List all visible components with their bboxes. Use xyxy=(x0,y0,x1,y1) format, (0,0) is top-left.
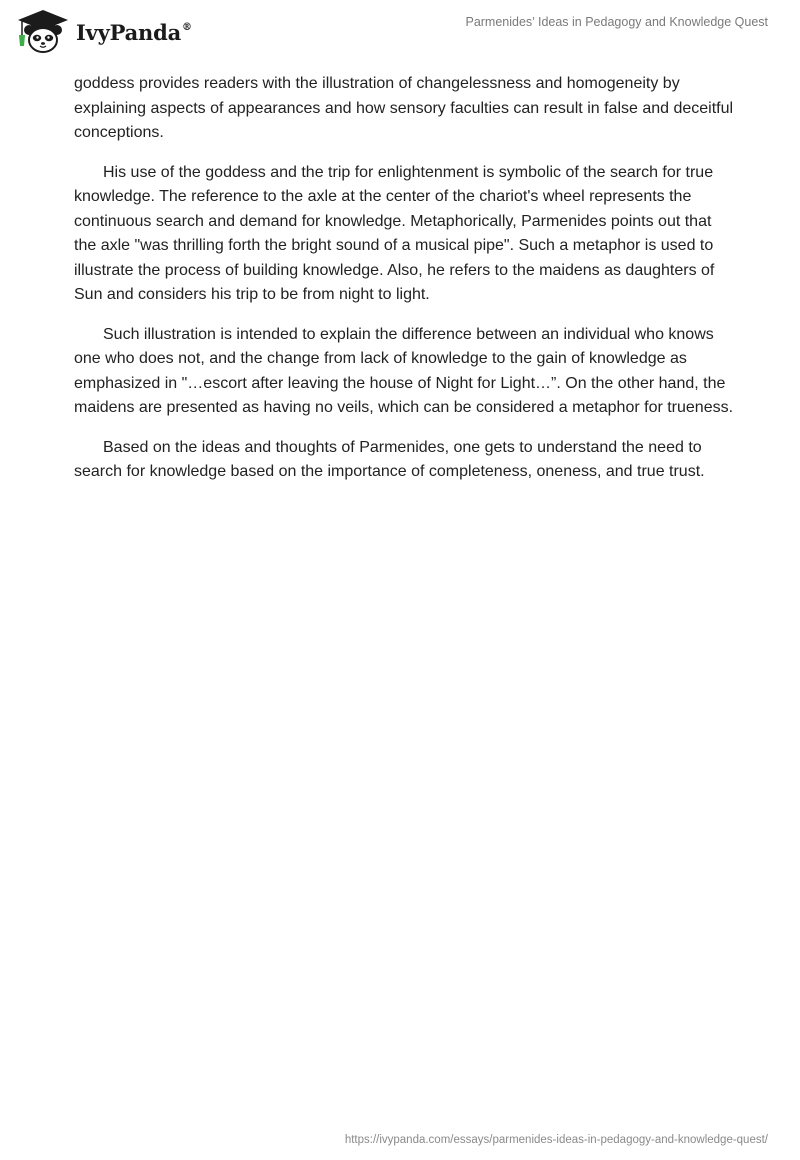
brand-name xyxy=(76,20,192,45)
paragraph-2: His use of the goddess and the trip for enlightenment is symbolic of the search for true knowledge. The reference to the axle at the center of the chariot's wheel represents the continuous search and demand for knowledge. Metaphorically, Parmenides points out that the axle "was thrilling forth the bright sound of a musical pipe". Such a metaphor is used to illustrate the process of building knowledge. Also, he refers to the maidens as daughters of Sun and considers his trip to be from night to light. xyxy=(74,163,715,303)
page-header xyxy=(0,0,800,60)
paragraph-4: Based on the ideas and thoughts of Parmenides, one gets to understand the need to search for knowledge based on the importance of completeness, oneness, and true trust. xyxy=(74,438,705,480)
brand-text: IvyPanda xyxy=(76,19,182,45)
registered-mark: ® xyxy=(182,21,192,33)
panda-graduation-icon xyxy=(14,8,72,54)
ivypanda-logo[interactable] xyxy=(14,8,192,54)
essay-body xyxy=(74,72,734,500)
document-title: Parmenides’ Ideas in Pedagogy and Knowledge Quest xyxy=(465,15,768,29)
source-url[interactable]: https://ivypanda.com/essays/parmenides-ideas-in-pedagogy-and-knowledge-quest/ xyxy=(344,1134,768,1146)
paragraph-3: Such illustration is intended to explain the difference between an individual who knows one who does not, and the change from lack of knowledge to the gain of knowledge as emphasized in "…escort after leaving the house of Night for Light…”. On the other hand, the maidens are presented as having no veils, which can be considered a metaphor for trueness. xyxy=(74,325,734,416)
paragraph-1: goddess provides readers with the illustration of changelessness and homogeneity by explaining aspects of appearances and how sensory faculties can result in false and deceitful conceptions. xyxy=(74,75,734,141)
